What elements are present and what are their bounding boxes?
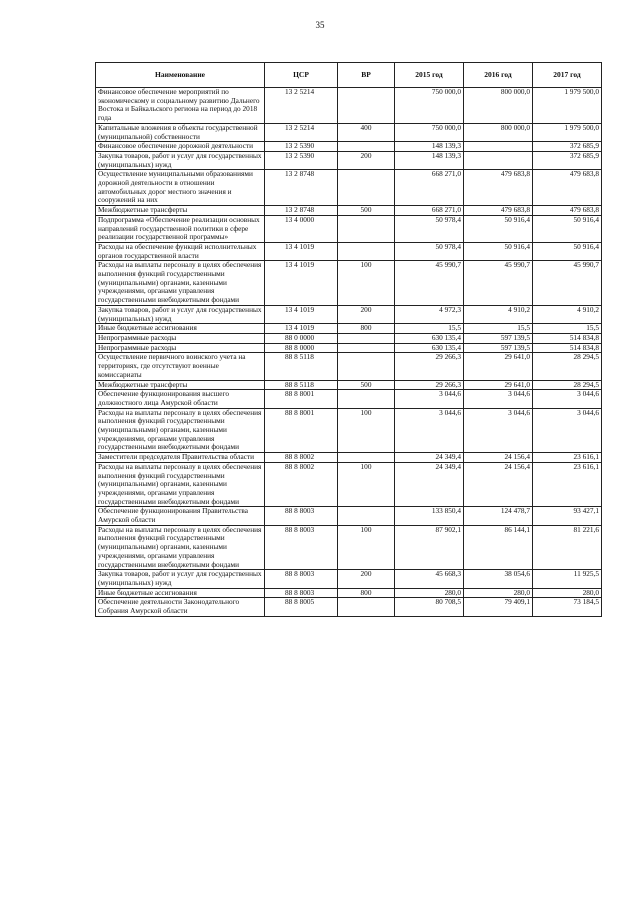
table-row bbox=[96, 570, 602, 588]
row-2016-cell: 15,5 bbox=[464, 324, 533, 334]
row-vr-cell bbox=[338, 343, 395, 353]
header-2016: 2016 год bbox=[464, 63, 533, 88]
row-2016-cell: 800 000,0 bbox=[464, 123, 533, 141]
row-2015-cell: 29 266,3 bbox=[395, 380, 464, 390]
row-2016-cell: 4 910,2 bbox=[464, 305, 533, 323]
row-2016-cell bbox=[464, 151, 533, 169]
row-name-cell: Расходы на выплаты персоналу в целях обеспечения выполнения функций государственными (муниципальными) органами, казенными учреждениями, органами управления государственными внебюджетными фондами bbox=[96, 462, 265, 507]
row-2015-cell: 45 990,7 bbox=[395, 261, 464, 306]
row-2017-cell: 50 916,4 bbox=[533, 215, 602, 242]
row-csr-cell: 88 8 8003 bbox=[265, 588, 338, 598]
row-name-cell: Закупка товаров, работ и услуг для государственных (муниципальных) нужд bbox=[96, 570, 265, 588]
row-2016-cell: 38 054,6 bbox=[464, 570, 533, 588]
row-2016-cell: 50 916,4 bbox=[464, 215, 533, 242]
row-2017-cell: 28 294,5 bbox=[533, 353, 602, 380]
row-vr-cell bbox=[338, 142, 395, 152]
row-2015-cell: 668 271,0 bbox=[395, 206, 464, 216]
row-2017-cell: 372 685,9 bbox=[533, 142, 602, 152]
row-2016-cell: 597 139,5 bbox=[464, 333, 533, 343]
row-2015-cell: 24 349,4 bbox=[395, 462, 464, 507]
header-2017: 2017 год bbox=[533, 63, 602, 88]
table-row bbox=[96, 525, 602, 570]
table-row bbox=[96, 453, 602, 463]
row-name-cell: Финансовое обеспечение мероприятий по экономическому и социальному развитию Дальнего Востока и Байкальского региона на период до 2018 года bbox=[96, 88, 265, 124]
row-2015-cell: 80 708,5 bbox=[395, 598, 464, 616]
row-2015-cell: 4 972,3 bbox=[395, 305, 464, 323]
table-row bbox=[96, 324, 602, 334]
table-row bbox=[96, 598, 602, 616]
table-row bbox=[96, 305, 602, 323]
row-vr-cell bbox=[338, 390, 395, 408]
table-header-row bbox=[96, 63, 602, 88]
row-name-cell: Закупка товаров, работ и услуг для государственных (муниципальных) нужд bbox=[96, 305, 265, 323]
row-2015-cell: 50 978,4 bbox=[395, 215, 464, 242]
row-csr-cell: 88 8 5118 bbox=[265, 353, 338, 380]
row-vr-cell: 100 bbox=[338, 462, 395, 507]
table-row bbox=[96, 408, 602, 453]
table-row bbox=[96, 261, 602, 306]
row-2017-cell: 81 221,6 bbox=[533, 525, 602, 570]
row-2016-cell: 29 641,0 bbox=[464, 380, 533, 390]
row-2016-cell: 79 409,1 bbox=[464, 598, 533, 616]
row-2016-cell: 479 683,8 bbox=[464, 170, 533, 206]
row-csr-cell: 13 4 0000 bbox=[265, 215, 338, 242]
table-row bbox=[96, 142, 602, 152]
header-csr: ЦСР bbox=[265, 63, 338, 88]
row-2017-cell: 280,0 bbox=[533, 588, 602, 598]
row-2015-cell: 50 978,4 bbox=[395, 242, 464, 260]
row-2017-cell: 93 427,1 bbox=[533, 507, 602, 525]
header-vr: ВР bbox=[338, 63, 395, 88]
table-row bbox=[96, 123, 602, 141]
row-2016-cell: 3 044,6 bbox=[464, 408, 533, 453]
row-name-cell: Межбюджетные трансферты bbox=[96, 380, 265, 390]
row-vr-cell: 100 bbox=[338, 408, 395, 453]
row-csr-cell: 88 8 8003 bbox=[265, 525, 338, 570]
row-name-cell: Обеспечение деятельности Законодательного Собрания Амурской области bbox=[96, 598, 265, 616]
table-row bbox=[96, 206, 602, 216]
row-2016-cell: 86 144,1 bbox=[464, 525, 533, 570]
row-vr-cell: 800 bbox=[338, 588, 395, 598]
table-row bbox=[96, 588, 602, 598]
row-2017-cell: 3 044,6 bbox=[533, 408, 602, 453]
row-name-cell: Непрограммные расходы bbox=[96, 343, 265, 353]
row-csr-cell: 88 8 8001 bbox=[265, 408, 338, 453]
row-2017-cell: 4 910,2 bbox=[533, 305, 602, 323]
table-row bbox=[96, 353, 602, 380]
row-2016-cell: 800 000,0 bbox=[464, 88, 533, 124]
row-name-cell: Межбюджетные трансферты bbox=[96, 206, 265, 216]
row-csr-cell: 13 4 1019 bbox=[265, 261, 338, 306]
row-2016-cell: 24 156,4 bbox=[464, 462, 533, 507]
row-2015-cell: 148 139,3 bbox=[395, 151, 464, 169]
table-row bbox=[96, 170, 602, 206]
row-2017-cell: 23 616,1 bbox=[533, 462, 602, 507]
row-vr-cell bbox=[338, 353, 395, 380]
row-2015-cell: 630 135,4 bbox=[395, 343, 464, 353]
row-vr-cell bbox=[338, 88, 395, 124]
table-row bbox=[96, 507, 602, 525]
page-number: 35 bbox=[315, 20, 325, 30]
row-2015-cell: 133 850,4 bbox=[395, 507, 464, 525]
row-csr-cell: 88 8 8005 bbox=[265, 598, 338, 616]
row-csr-cell: 13 4 1019 bbox=[265, 242, 338, 260]
row-name-cell: Осуществление первичного воинского учета на территориях, где отсутствуют военные комиссариаты bbox=[96, 353, 265, 380]
row-csr-cell: 13 2 5214 bbox=[265, 123, 338, 141]
row-2017-cell: 479 683,8 bbox=[533, 170, 602, 206]
row-name-cell: Расходы на выплаты персоналу в целях обеспечения выполнения функций государственными (муниципальными) органами, казенными учреждениями, органами управления государственными внебюджетными фондами bbox=[96, 408, 265, 453]
table-row bbox=[96, 462, 602, 507]
row-name-cell: Капитальные вложения в объекты государственной (муниципальной) собственности bbox=[96, 123, 265, 141]
row-2016-cell: 124 478,7 bbox=[464, 507, 533, 525]
table-row bbox=[96, 333, 602, 343]
row-2015-cell: 24 349,4 bbox=[395, 453, 464, 463]
row-2016-cell: 29 641,0 bbox=[464, 353, 533, 380]
table-row bbox=[96, 88, 602, 124]
row-2016-cell: 24 156,4 bbox=[464, 453, 533, 463]
row-csr-cell: 88 8 8001 bbox=[265, 390, 338, 408]
row-vr-cell: 500 bbox=[338, 380, 395, 390]
row-name-cell: Иные бюджетные ассигнования bbox=[96, 324, 265, 334]
row-2015-cell: 148 139,3 bbox=[395, 142, 464, 152]
row-vr-cell bbox=[338, 598, 395, 616]
row-vr-cell: 200 bbox=[338, 305, 395, 323]
row-name-cell: Заместители председателя Правительства области bbox=[96, 453, 265, 463]
row-name-cell: Закупка товаров, работ и услуг для государственных (муниципальных) нужд bbox=[96, 151, 265, 169]
row-2015-cell: 750 000,0 bbox=[395, 123, 464, 141]
row-2017-cell: 73 184,5 bbox=[533, 598, 602, 616]
row-2015-cell: 3 044,6 bbox=[395, 408, 464, 453]
row-name-cell: Расходы на выплаты персоналу в целях обеспечения выполнения функций государственными (муниципальными) органами, казенными учреждениями, органами управления государственными внебюджетными фондами bbox=[96, 261, 265, 306]
table-row bbox=[96, 343, 602, 353]
row-2015-cell: 280,0 bbox=[395, 588, 464, 598]
table-row bbox=[96, 380, 602, 390]
row-2015-cell: 750 000,0 bbox=[395, 88, 464, 124]
table-row bbox=[96, 215, 602, 242]
row-csr-cell: 13 2 5390 bbox=[265, 142, 338, 152]
row-vr-cell bbox=[338, 333, 395, 343]
row-name-cell: Обеспечение функционирования Правительства Амурской области bbox=[96, 507, 265, 525]
row-name-cell: Непрограммные расходы bbox=[96, 333, 265, 343]
row-2017-cell: 23 616,1 bbox=[533, 453, 602, 463]
row-name-cell: Иные бюджетные ассигнования bbox=[96, 588, 265, 598]
row-2016-cell bbox=[464, 142, 533, 152]
row-2016-cell: 280,0 bbox=[464, 588, 533, 598]
row-vr-cell: 100 bbox=[338, 525, 395, 570]
row-2017-cell: 50 916,4 bbox=[533, 242, 602, 260]
row-vr-cell bbox=[338, 507, 395, 525]
row-name-cell: Расходы на обеспечение функций исполнительных органов государственной власти bbox=[96, 242, 265, 260]
row-2017-cell: 28 294,5 bbox=[533, 380, 602, 390]
row-csr-cell: 88 8 8002 bbox=[265, 462, 338, 507]
row-csr-cell: 88 8 8002 bbox=[265, 453, 338, 463]
row-name-cell: Расходы на выплаты персоналу в целях обеспечения выполнения функций государственными (муниципальными) органами, казенными учреждениями, органами управления государственными внебюджетными фондами bbox=[96, 525, 265, 570]
row-csr-cell: 13 2 5390 bbox=[265, 151, 338, 169]
row-csr-cell: 88 0 0000 bbox=[265, 333, 338, 343]
row-2016-cell: 597 139,5 bbox=[464, 343, 533, 353]
row-vr-cell bbox=[338, 170, 395, 206]
row-csr-cell: 13 4 1019 bbox=[265, 324, 338, 334]
row-2017-cell: 1 979 500,0 bbox=[533, 88, 602, 124]
row-2015-cell: 29 266,3 bbox=[395, 353, 464, 380]
row-name-cell: Финансовое обеспечение дорожной деятельности bbox=[96, 142, 265, 152]
row-2017-cell: 3 044,6 bbox=[533, 390, 602, 408]
row-csr-cell: 13 2 8748 bbox=[265, 206, 338, 216]
row-csr-cell: 13 2 8748 bbox=[265, 170, 338, 206]
row-vr-cell: 100 bbox=[338, 261, 395, 306]
row-2016-cell: 479 683,8 bbox=[464, 206, 533, 216]
table-row bbox=[96, 151, 602, 169]
row-csr-cell: 13 2 5214 bbox=[265, 88, 338, 124]
row-2017-cell: 514 834,8 bbox=[533, 333, 602, 343]
row-2016-cell: 45 990,7 bbox=[464, 261, 533, 306]
row-2017-cell: 479 683,8 bbox=[533, 206, 602, 216]
row-2017-cell: 372 685,9 bbox=[533, 151, 602, 169]
row-2017-cell: 15,5 bbox=[533, 324, 602, 334]
row-vr-cell bbox=[338, 215, 395, 242]
table-row bbox=[96, 390, 602, 408]
row-vr-cell: 400 bbox=[338, 123, 395, 141]
row-2015-cell: 45 668,3 bbox=[395, 570, 464, 588]
row-vr-cell: 200 bbox=[338, 151, 395, 169]
row-csr-cell: 88 8 8003 bbox=[265, 570, 338, 588]
row-vr-cell bbox=[338, 453, 395, 463]
row-2015-cell: 630 135,4 bbox=[395, 333, 464, 343]
row-2017-cell: 45 990,7 bbox=[533, 261, 602, 306]
row-2015-cell: 15,5 bbox=[395, 324, 464, 334]
header-2015: 2015 год bbox=[395, 63, 464, 88]
row-csr-cell: 13 4 1019 bbox=[265, 305, 338, 323]
row-name-cell: Подпрограмма «Обеспечение реализации основных направлений государственной политики в сфере реализации государственной программы» bbox=[96, 215, 265, 242]
table-body bbox=[96, 88, 602, 617]
row-2015-cell: 668 271,0 bbox=[395, 170, 464, 206]
row-2016-cell: 3 044,6 bbox=[464, 390, 533, 408]
row-2015-cell: 3 044,6 bbox=[395, 390, 464, 408]
row-csr-cell: 88 8 8003 bbox=[265, 507, 338, 525]
row-2016-cell: 50 916,4 bbox=[464, 242, 533, 260]
budget-table bbox=[95, 62, 602, 617]
row-vr-cell: 500 bbox=[338, 206, 395, 216]
row-name-cell: Обеспечение функционирования высшего должностного лица Амурской области bbox=[96, 390, 265, 408]
row-vr-cell bbox=[338, 242, 395, 260]
row-vr-cell: 800 bbox=[338, 324, 395, 334]
table-row bbox=[96, 242, 602, 260]
row-2017-cell: 11 925,5 bbox=[533, 570, 602, 588]
row-2017-cell: 1 979 500,0 bbox=[533, 123, 602, 141]
header-name: Наименование bbox=[96, 63, 265, 88]
row-2017-cell: 514 834,8 bbox=[533, 343, 602, 353]
row-2015-cell: 87 902,1 bbox=[395, 525, 464, 570]
row-vr-cell: 200 bbox=[338, 570, 395, 588]
row-csr-cell: 88 8 5118 bbox=[265, 380, 338, 390]
row-name-cell: Осуществление муниципальными образованиями дорожной деятельности в отношении автомобильных дорог местного значения и сооружений на них bbox=[96, 170, 265, 206]
row-csr-cell: 88 8 0000 bbox=[265, 343, 338, 353]
